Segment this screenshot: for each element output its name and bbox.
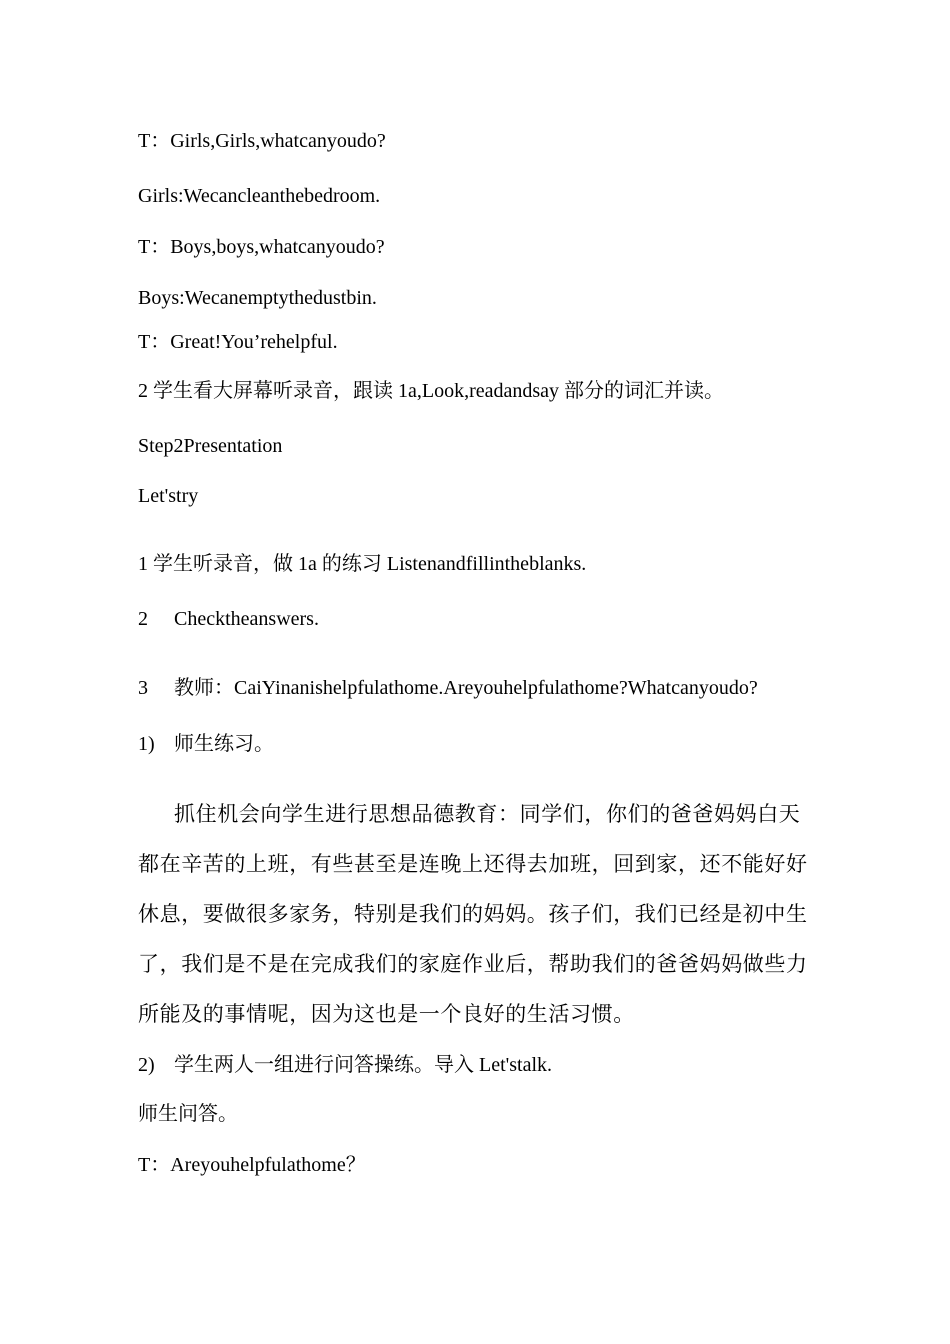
subsection-heading: Let'stry [138, 485, 199, 507]
numbered-item [138, 1053, 552, 1077]
body-line: 师生问答。 [138, 1103, 238, 1125]
item-number: 2) [138, 1054, 155, 1076]
dialogue-line: Girls:Wecancleanthebedroom. [138, 185, 381, 207]
item-number: 2 [138, 608, 148, 630]
moral-education-paragraph: 抓住机会向学生进行思想品德教育：同学们，你们的爸爸妈妈白天都在辛苦的上班，有些甚至是连晚上还得去加班，回到家，还不能好好休息，要做很多家务，特别是我们的妈妈。孩子们，我们已经是初中生了，我们是不是在完成我们的家庭作业后，帮助我们的爸爸妈妈做些力所能及的事情呢，因为这也是一个良好的生活习惯。 [138, 802, 808, 1026]
item-text: 学生两人一组进行问答操练。导入 Let'stalk. [174, 1054, 553, 1076]
dialogue-line: T：Boys,boys,whatcanyoudo? [138, 236, 385, 258]
item-text: 师生练习。 [174, 733, 274, 755]
dialogue-line: Boys:Wecanemptythedustbin. [138, 287, 377, 309]
numbered-item [138, 676, 758, 700]
numbered-item [138, 607, 319, 631]
item-number: 3 [138, 677, 148, 699]
item-number: 1) [138, 733, 155, 755]
instruction-line: 1 学生听录音，做 1a 的练习 Listenandfillintheblanks. [138, 553, 587, 575]
numbered-item [138, 732, 274, 756]
instruction-line: 2 学生看大屏幕听录音，跟读 1a,Look,readandsay 部分的词汇并读。 [138, 380, 725, 402]
item-text: 教师：CaiYinanishelpfulathome.Areyouhelpfulathome?Whatcanyoudo? [174, 677, 758, 699]
dialogue-line: T：Girls,Girls,whatcanyoudo? [138, 130, 386, 152]
dialogue-line: T：Areyouhelpfulathome？ [138, 1154, 366, 1176]
dialogue-line: T：Great!You’rehelpful. [138, 331, 338, 353]
item-text: Checktheanswers. [174, 608, 319, 630]
section-heading: Step2Presentation [138, 435, 283, 457]
